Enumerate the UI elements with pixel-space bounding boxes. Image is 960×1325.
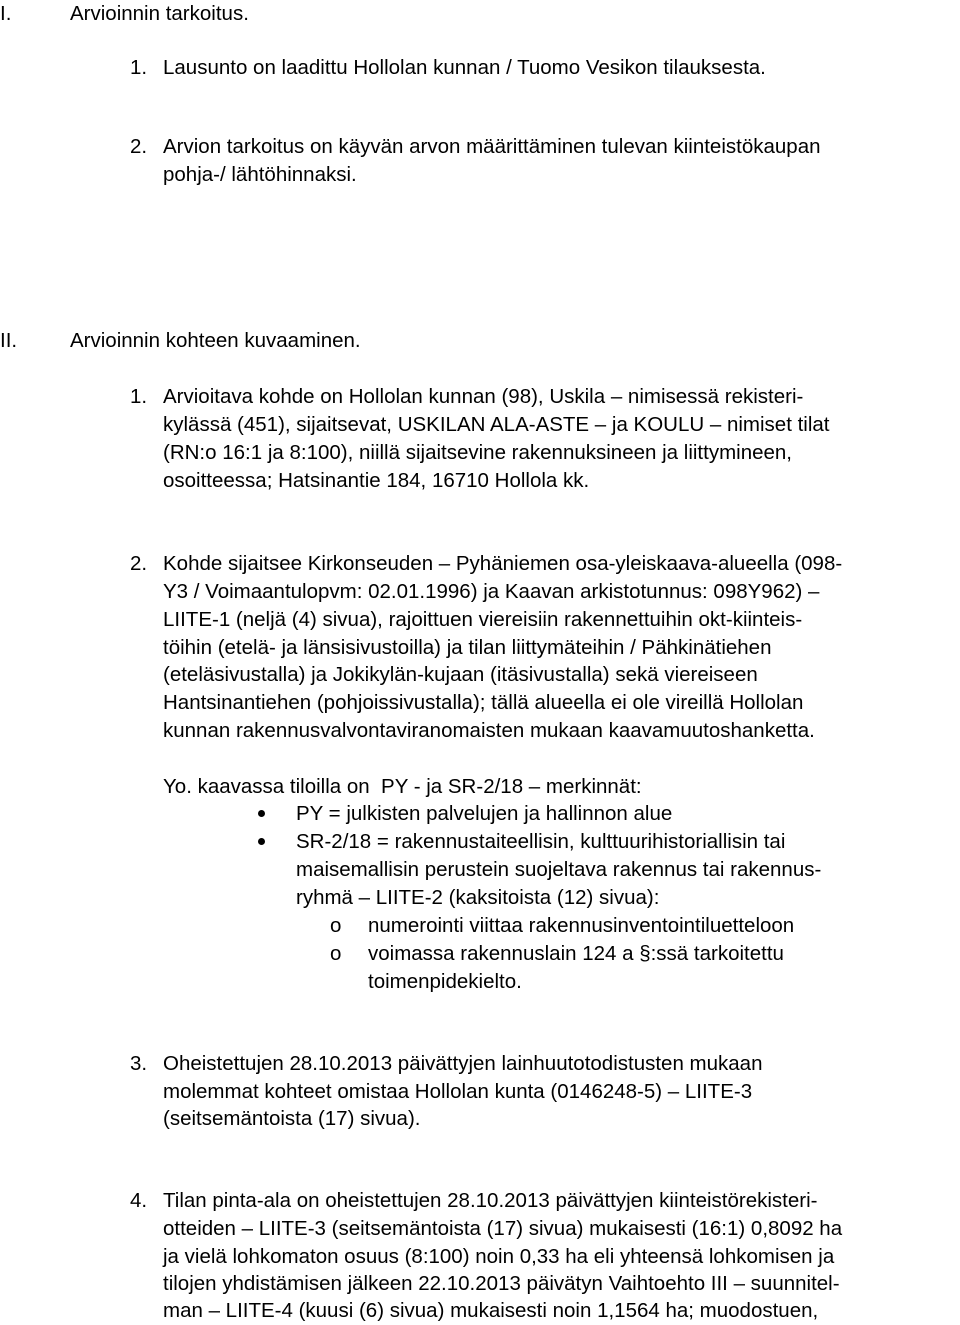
item-text-line: osoitteessa; Hatsinantie 184, 16710 Hollola kk. [163,469,590,492]
section-numeral: I. [0,2,12,25]
bullet-text-line: maisemallisin perustein suojeltava rakennus tai rakennus- [296,858,822,881]
item-text-line: Kohde sijaitsee Kirkonseuden – Pyhäniemen osa-yleiskaava-alueella (098- [163,552,843,575]
item-number: 4. [130,1189,148,1212]
item-text-line: LIITE-1 (neljä (4) sivua), rajoittuen viereisiin rakennettuihin okt-kiinteis- [163,608,803,631]
item-text-line: pohja-/ lähtöhinnaksi. [163,163,357,186]
item-text-line: molemmat kohteet omistaa Hollolan kunta (0146248-5) – LIITE-3 [163,1080,753,1103]
section-numeral: II. [0,329,18,352]
item-text-line: töihin (etelä- ja länsisivustoilla) ja tilan liittymäteihin / Pähkinätiehen [163,636,772,659]
item-text-line: Hantsinantiehen (pohjoissivustalla); tällä alueella ei ole vireillä Hollolan [163,691,804,714]
item-number: 2. [130,552,148,575]
item-text-line: (RN:o 16:1 ja 8:100), niillä sijaitsevine rakennuksineen ja liittymineen, [163,441,792,464]
sub-bullet-marker: o [330,914,342,937]
item-text-line: Lausunto on laadittu Hollolan kunnan / Tuomo Vesikon tilauksesta. [163,56,766,79]
item-number: 3. [130,1052,148,1075]
item-text-line: Arvion tarkoitus on käyvän arvon määrittäminen tulevan kiinteistökaupan [163,135,821,158]
bullet-icon [258,838,265,845]
sub-bullet-text-line: voimassa rakennuslain 124 a §:ssä tarkoitettu [368,942,784,965]
item-text-line: Oheistettujen 28.10.2013 päivättyjen lainhuutotodistusten mukaan [163,1052,763,1075]
item-text-line: otteiden – LIITE-3 (seitsemäntoista (17) sivua) mukaisesti (16:1) 0,8092 ha [163,1217,843,1240]
item-number: 1. [130,56,148,79]
item-text-line: Y3 / Voimaantulopvm: 02.01.1996) ja Kaavan arkistotunnus: 098Y962) – [163,580,820,603]
item-text-line: (seitsemäntoista (17) sivua). [163,1107,421,1130]
sub-bullet-text-line: numerointi viittaa rakennusinventointiluetteloon [368,914,795,937]
bullet-text-line: PY = julkisten palvelujen ja hallinnon alue [296,802,673,825]
item-text-line: Tilan pinta-ala on oheistettujen 28.10.2013 päivättyjen kiinteistörekisteri- [163,1189,818,1212]
item-text-line: kylässä (451), sijaitsevat, USKILAN ALA-ASTE – ja KOULU – nimiset tilat [163,413,830,436]
bullet-icon [258,810,265,817]
item-number: 1. [130,385,148,408]
bullet-text-line: SR-2/18 = rakennustaiteellisin, kulttuurihistoriallisin tai [296,830,786,853]
item-text-line: Arvioitava kohde on Hollolan kunnan (98), Uskila – nimisessä rekisteri- [163,385,804,408]
item-text-line: man – LIITE-4 (kuusi (6) sivua) mukaisesti noin 1,1564 ha; muodostuen, [163,1299,819,1322]
item-text-line: ja vielä lohkomaton osuus (8:100) noin 0,33 ha eli yhteensä lohkomisen ja [163,1245,835,1268]
sub-bullet-marker: o [330,942,342,965]
section-heading: Arvioinnin kohteen kuvaaminen. [70,329,361,352]
item-text-line: (eteläsivustalla) ja Jokikylän-kujaan (itäsivustalla) sekä viereiseen [163,663,758,686]
section-heading: Arvioinnin tarkoitus. [70,2,249,25]
bullet-text-line: ryhmä – LIITE-2 (kaksitoista (12) sivua): [296,886,660,909]
item-number: 2. [130,135,148,158]
sub-bullet-text-line: toimenpidekielto. [368,970,522,993]
plan-intro: Yo. kaavassa tiloilla on PY - ja SR-2/18 – merkinnät: [163,775,642,798]
item-text-line: tilojen yhdistämisen jälkeen 22.10.2013 päivätyn Vaihtoehto III – suunnitel- [163,1272,840,1295]
item-text-line: kunnan rakennusvalvontaviranomaisten mukaan kaavamuutoshanketta. [163,719,815,742]
